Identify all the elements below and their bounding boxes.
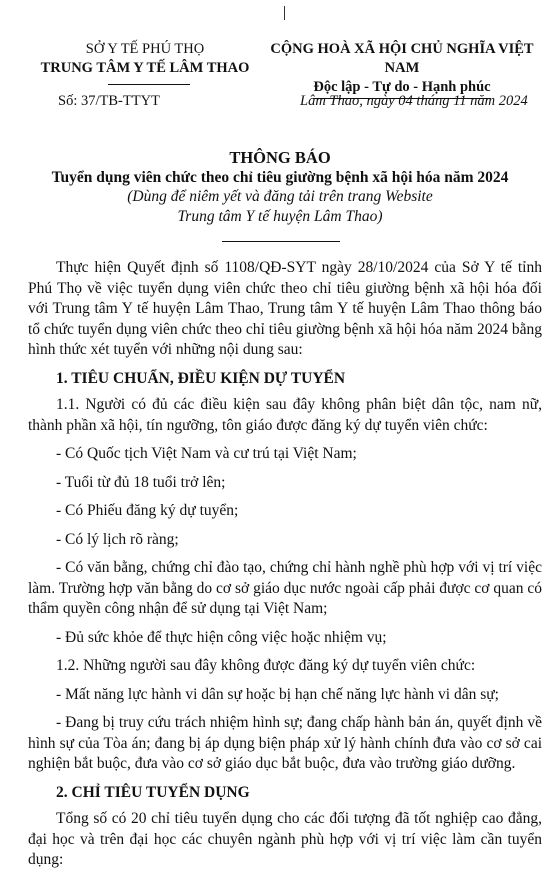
issuer-name: TRUNG TÂM Y TẾ LÂM THAO: [40, 60, 250, 76]
place-date: Lâm Thao, ngày 04 tháng 11 năm 2024: [300, 93, 528, 109]
top-mark: [284, 6, 285, 20]
title-underline: [222, 241, 340, 242]
section-1-2: 1.2. Những người sau đây không được đăng ký dự tuyển viên chức:: [56, 657, 476, 674]
document-title-block: [0, 148, 560, 226]
section-1-heading: 1. TIÊU CHUẨN, ĐIỀU KIỆN DỰ TUYỂN: [56, 369, 346, 387]
exclusion-criminal: - Đang bị truy cứu trách nhiệm hình sự; đang chấp hành bản án, quyết định về hình sự của Tòa án; đang bị áp dụng biện pháp xử lý hành chính đưa vào cơ sở cai nghiện bắt buộc, đưa vào cơ sở giáo dục bắt buộc, đưa vào trường giáo dưỡng.: [28, 714, 542, 772]
document-body: [28, 258, 542, 879]
document-title: THÔNG BÁO: [229, 148, 331, 167]
intro-paragraph: Thực hiện Quyết định số 1108/QĐ-SYT ngày 28/10/2024 của Sở Y tế tỉnh Phú Thọ về việc tuyển dụng viên chức theo chỉ tiêu giường bệnh xã hội hóa đối với Trung tâm Y tế huyện Lâm Thao, Trung tâm Y tế huyện Lâm Thao thông báo tổ chức tuyển dụng viên chức theo chỉ tiêu giường bệnh xã hội hóa năm 2024 bằng hình thức xét tuyển với những nội dung sau:: [28, 259, 542, 358]
document-subtitle: Tuyển dụng viên chức theo chỉ tiêu giường bệnh xã hội hóa năm 2024: [51, 168, 509, 186]
exclusion-civil-capacity: - Mất năng lực hành vi dân sự hoặc bị hạn chế năng lực hành vi dân sự;: [56, 685, 499, 703]
national-motto: Độc lập - Tự do - Hạnh phúc: [313, 78, 490, 99]
section-2-heading: 2. CHỈ TIÊU TUYỂN DỤNG: [56, 783, 250, 801]
document-note-line2: Trung tâm Y tế huyện Lâm Thao): [177, 207, 383, 225]
requirement-health: - Đủ sức khỏe để thực hiện công việc hoặc nhiệm vụ;: [56, 628, 387, 646]
national-title: CỘNG HOÀ XÃ HỘI CHỦ NGHĨA VIỆT NAM: [270, 41, 534, 76]
requirement-age: - Tuổi từ đủ 18 tuổi trở lên;: [56, 473, 226, 491]
document-number: Số: 37/TB-TTYT: [58, 93, 160, 109]
national-header: [252, 40, 552, 99]
document-note-line1: (Dùng để niêm yết và đăng tải trên trang Website: [127, 188, 433, 205]
requirement-qualifications: - Có văn bằng, chứng chỉ đào tạo, chứng chỉ hành nghề phù hợp với vị trí việc làm. Trường hợp văn bằng do cơ sở giáo dục nước ngoài cấp phải được cơ quan có thẩm quyền công nhận để sử dụng tại Việt Nam;: [28, 559, 542, 617]
issuer-underline: [108, 84, 190, 85]
requirement-application-form: - Có Phiếu đăng ký dự tuyển;: [56, 502, 239, 519]
issuer-header: [30, 40, 260, 78]
section-2-text: Tổng số có 20 chỉ tiêu tuyển dụng cho các đối tượng đã tốt nghiệp cao đẳng, đại học và trên đại học các chuyên ngành phù hợp với vị trí việc làm cần tuyển dụng:: [28, 810, 542, 868]
section-1-1: 1.1. Người có đủ các điều kiện sau đây không phân biệt dân tộc, nam nữ, thành phần xã hội, tín ngưỡng, tôn giáo được đăng ký dự tuyển viên chức:: [28, 396, 542, 434]
requirement-nationality: - Có Quốc tịch Việt Nam và cư trú tại Việt Nam;: [56, 445, 357, 462]
issuer-parent: SỞ Y TẾ PHÚ THỌ: [85, 41, 205, 57]
requirement-background: - Có lý lịch rõ ràng;: [56, 530, 179, 548]
